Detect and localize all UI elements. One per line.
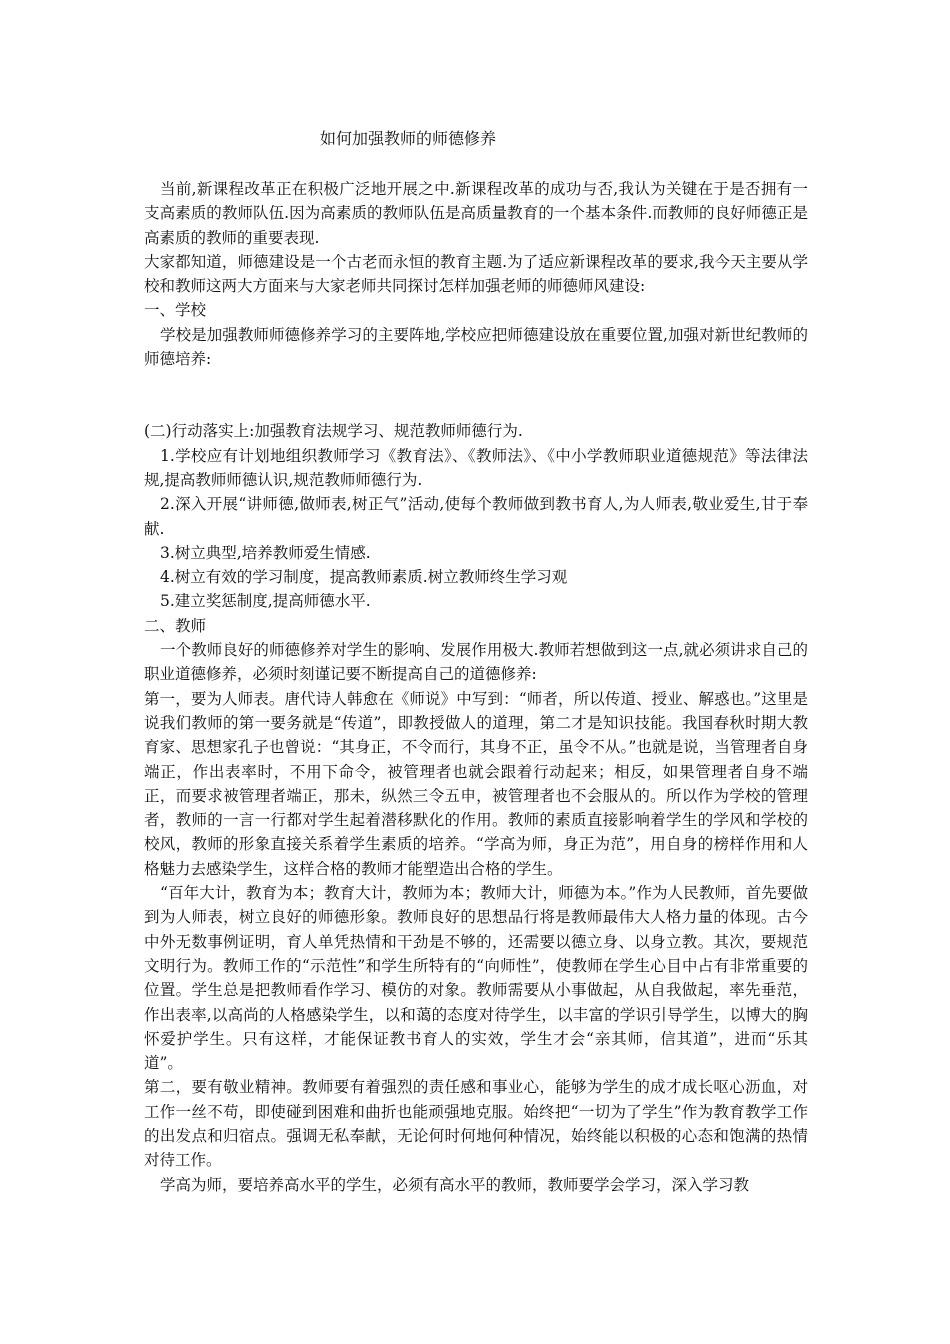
paragraph-quote: “百年大计，教育为本；教育大计，教师为本；教师大计，师德为本。”作为人民教师，首先要做到为人师表，树立良好的师德形象。教师良好的思想品行将是教师最伟大人格力量的体现。古今中外无数事例证明，育人单凭热情和干劲是不够的，还需要以德立身、以身立教。其次，要规范文明行为。教师工作的“示范性”和学生所特有的“向师性”，使教师在学生心目中占有非常重要的位置。学生总是把教师看作学习、模仿的对象。教师需要从小事做起，从自我做起，率先垂范，作出表率,以高尚的人格感染学生，以和蔼的态度对待学生，以丰富的学识引导学生，以博大的胸怀爱护学生。只有这样，才能保证教书育人的实效，学生才会“亲其师，信其道”，进而“乐其道”。 [144, 884, 808, 1073]
list-item: 4.树立有效的学习制度，提高教师素质.树立教师终生学习观 [160, 568, 568, 587]
list-item: 2.深入开展“讲师德,做师表,树正气”活动,使每个教师做到教书育人,为人师表,敬业爱生,甘于奉献. [144, 495, 808, 538]
list-item: 3.树立典型,培养教师爱生情感. [160, 543, 371, 562]
blank-gap [144, 371, 808, 419]
document-title: 如何加强教师的师德修养 [320, 129, 497, 148]
paragraph-school: 学校是加强教师师德修养学习的主要阵地,学校应把师德建设放在重要位置,加强对新世纪教师的师德培养: [144, 325, 808, 369]
document-body [144, 177, 808, 1197]
paragraph-second-point: 第二，要有敬业精神。教师要有着强烈的责任感和事业心，能够为学生的成才成长呕心沥血，对工作一丝不苟，即使碰到困难和曲折也能顽强地克服。始终把“一切为了学生”作为教育教学工作的出发点和归宿点。强调无私奉献，无论何时何地何种情况，始终能以积极的心态和饱满的热情对待工作。 [144, 1078, 808, 1170]
list-item: 1.学校应有计划地组织教师学习《教育法》、《教师法》、《中小学教师职业道德规范》等法律法规,提高教师师德认识,规范教师师德行为. [144, 446, 808, 489]
paragraph-intro: 当前,新课程改革正在积极广泛地开展之中.新课程改革的成功与否,我认为关键在于是否拥有一支高素质的教师队伍.因为高素质的教师队伍是高质量教育的一个基本条件.而教师的良好师德正是高素质的教师的重要表现. [144, 180, 808, 247]
section-heading-teacher: 二、教师 [144, 616, 207, 635]
paragraph-theme: 大家都知道，师德建设是一个古老而永恒的教育主题.为了适应新课程改革的要求,我今天主要从学校和教师这两大方面来与大家老师共同探讨怎样加强老师的师德师风建设: [144, 252, 808, 296]
list-item: 5.建立奖惩制度,提高师德水平. [160, 592, 371, 611]
subheading-action: (二)行动落实上:加强教育法规学习、规范教师师德行为. [144, 422, 523, 441]
section-heading-school: 一、学校 [144, 301, 207, 320]
paragraph-learning: 学高为师，要培养高水平的学生，必须有高水平的教师，教师要学会学习，深入学习教 [160, 1175, 750, 1194]
paragraph-teacher: 一个教师良好的师德修养对学生的影响、发展作用极大.教师若想做到这一点,就必须讲求自己的职业道德修养，必须时刻谨记要不断提高自己的道德修养: [144, 641, 808, 684]
paragraph-first-point: 第一，要为人师表。唐代诗人韩愈在《师说》中写到：“师者，所以传道、授业、解惑也。”这里是说我们教师的第一要务就是“传道”，即教授做人的道理，第二才是知识技能。我国春秋时期大教育家、思想家孔子也曾说：“其身正，不令而行，其身不正，虽令不从。”也就是说，当管理者自身端正，作出表率时，不用下命令，被管理者也就会跟着行动起来；相反，如果管理者自身不端正，而要求被管理者端正，那未，纵然三令五申，被管理者也不会服从的。所以作为学校的管理者，教师的一言一行都对学生起着潜移默化的作用。教师的素质直接影响着学生的学风和学校的校风，教师的形象直接关系着学生素质的培养。“学高为师，身正为范”，用自身的榜样作用和人格魅力去感染学生，这样合格的教师才能塑造出合格的学生。 [144, 689, 808, 878]
